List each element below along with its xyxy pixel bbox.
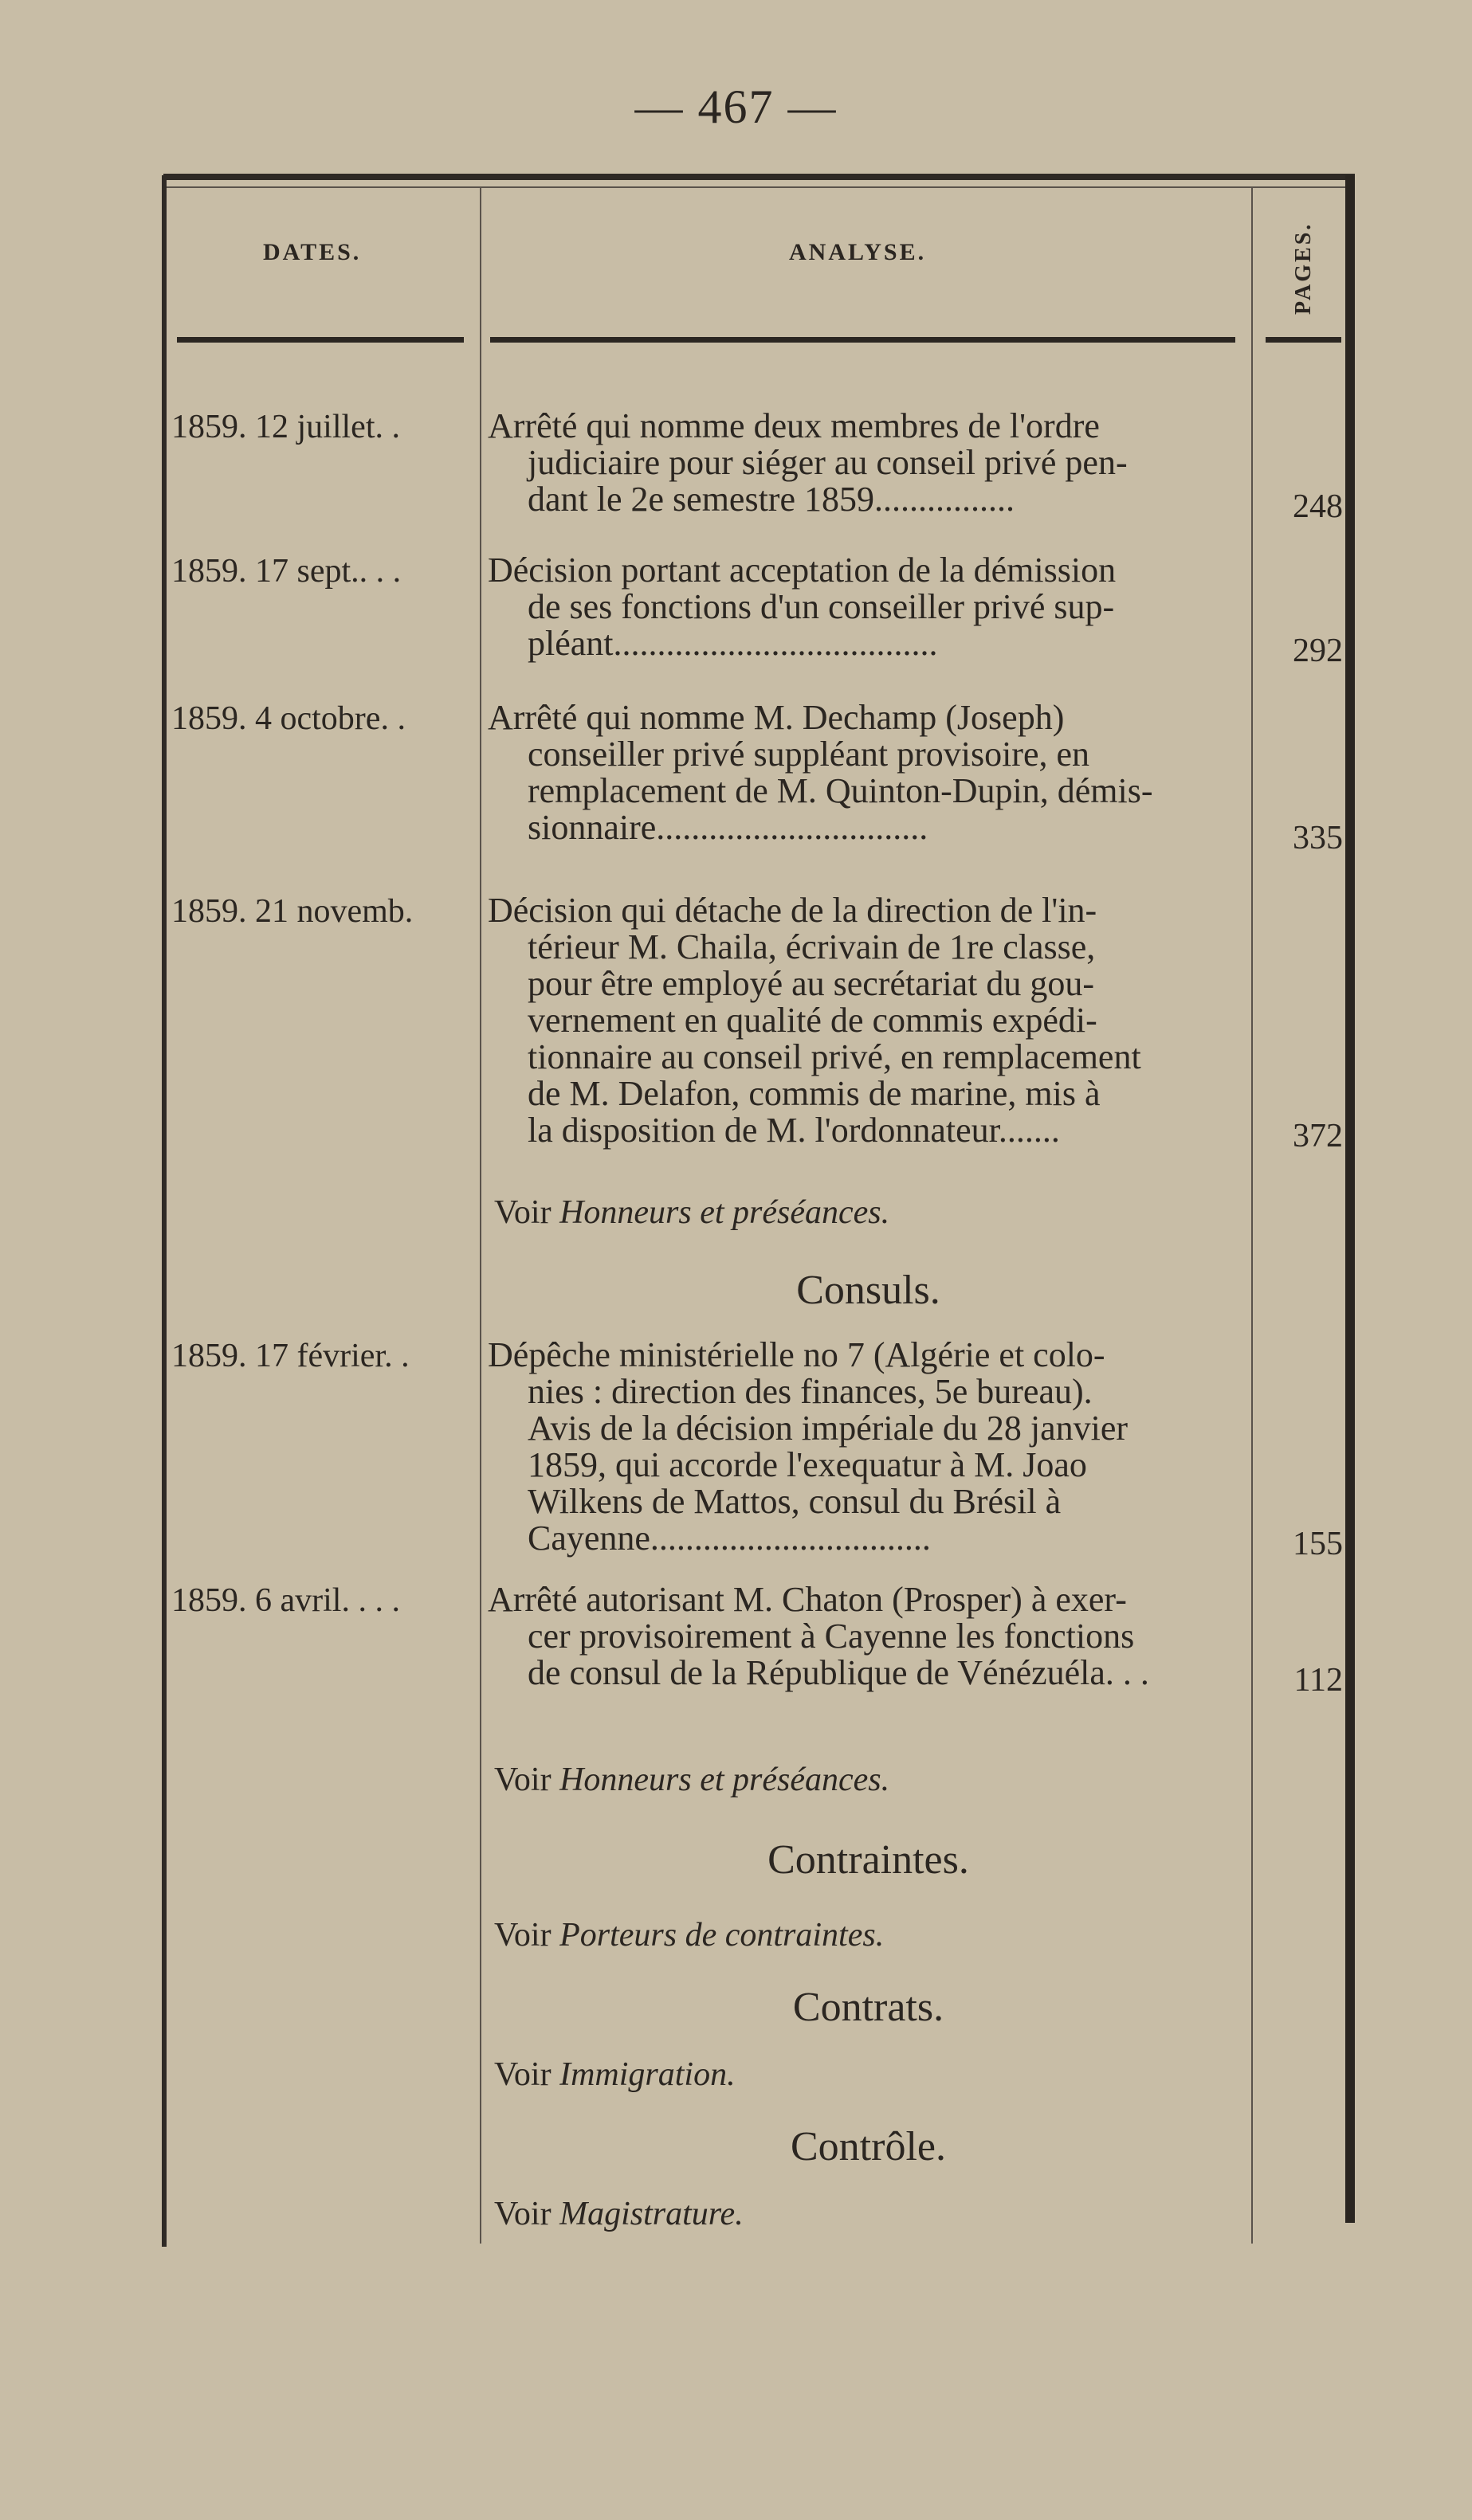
entry-page: 248 xyxy=(1293,488,1343,525)
entry-page: 155 xyxy=(1293,1526,1343,1562)
entry-text: Dépêche ministérielle no 7 (Algérie et colo- nies : direction des finances, 5e bureau). Avis de la décision impériale du 28 janvier 1859, qui accorde l'exequatur à M. Joao Wilkens de Mattos, consul du Brésil à Cayenne................................ xyxy=(488,1335,1129,1558)
see-also-target: Porteurs de contraintes. xyxy=(559,1917,885,1954)
see-also-magistrature xyxy=(494,2195,744,2233)
entry-date: 1859. 4 octobre. . xyxy=(171,700,406,737)
table-frame-top-inner xyxy=(163,186,1355,188)
header-rule-analyse xyxy=(490,337,1235,343)
see-also-target: Honneurs et préséances. xyxy=(559,1762,890,1798)
see-also-prefix: Voir xyxy=(494,2056,552,2093)
section-heading-controle: Contrôle. xyxy=(791,2124,946,2169)
header-analyse: ANALYSE. xyxy=(789,239,927,265)
header-rule-dates xyxy=(177,337,464,343)
column-divider-dates xyxy=(480,188,481,2244)
section-heading-contraintes: Contraintes. xyxy=(767,1837,969,1883)
page-number: — 467 — xyxy=(634,80,838,133)
entry-text: Décision qui détache de la direction de l'in- térieur M. Chaila, écrivain de 1re classe, pour être employé au secrétariat du gou- vernement en qualité de commis expédi- tionnaire au conseil privé, en remplacement de M. Delafon, commis de marine, mis à la disposition de M. l'ordonnateur....... xyxy=(488,891,1141,1150)
section-heading-contrats: Contrats. xyxy=(792,1985,944,2030)
see-also-prefix: Voir xyxy=(494,1194,552,1231)
entry-date: 1859. 12 juillet. . xyxy=(171,409,400,445)
see-also-honneurs-2 xyxy=(494,1761,889,1799)
entry-date: 1859. 6 avril. . . . xyxy=(171,1582,400,1619)
entry-page: 112 xyxy=(1293,1662,1343,1699)
see-also-target: Immigration. xyxy=(559,2056,736,2093)
entry-page: 372 xyxy=(1293,1118,1343,1154)
entry-text: Arrêté qui nomme M. Dechamp (Joseph) conseiller privé suppléant provisoire, en remplacement de M. Quinton-Dupin, démis- sionnaire............................... xyxy=(488,698,1153,847)
entry-page: 335 xyxy=(1293,820,1343,856)
header-dates: DATES. xyxy=(263,239,362,265)
see-also-target: Honneurs et préséances. xyxy=(559,1194,890,1231)
see-also-honneurs-1 xyxy=(494,1193,889,1232)
header-rule-pages xyxy=(1266,337,1341,343)
entry-text: Décision portant acceptation de la démission de ses fonctions d'un conseiller privé sup- pléant..................................... xyxy=(488,551,1117,663)
entry-date: 1859. 21 novemb. xyxy=(171,893,414,930)
entry-page: 292 xyxy=(1293,633,1343,669)
header-pages: PAGES. xyxy=(1291,221,1316,315)
table-frame-top xyxy=(163,174,1355,180)
table-frame-right xyxy=(1345,175,1355,2223)
table-frame-left xyxy=(162,175,167,2247)
see-also-immigration xyxy=(494,2056,736,2094)
entry-text: Arrêté qui nomme deux membres de l'ordre judiciaire pour siéger au conseil privé pen- dant le 2e semestre 1859................ xyxy=(488,406,1128,519)
see-also-porteurs xyxy=(494,1916,884,1954)
see-also-target: Magistrature. xyxy=(559,2196,744,2232)
column-divider-pages xyxy=(1251,188,1253,2244)
see-also-prefix: Voir xyxy=(494,1917,552,1954)
entry-date: 1859. 17 sept.. . . xyxy=(171,553,402,590)
see-also-prefix: Voir xyxy=(494,1762,552,1798)
entry-text: Arrêté autorisant M. Chaton (Prosper) à exer- cer provisoirement à Cayenne les fonctions de consul de la République de Vénézuéla. . . xyxy=(488,1580,1149,1692)
see-also-prefix: Voir xyxy=(494,2196,552,2232)
section-heading-consuls: Consuls. xyxy=(796,1268,940,1313)
entry-date: 1859. 17 février. . xyxy=(171,1338,410,1374)
